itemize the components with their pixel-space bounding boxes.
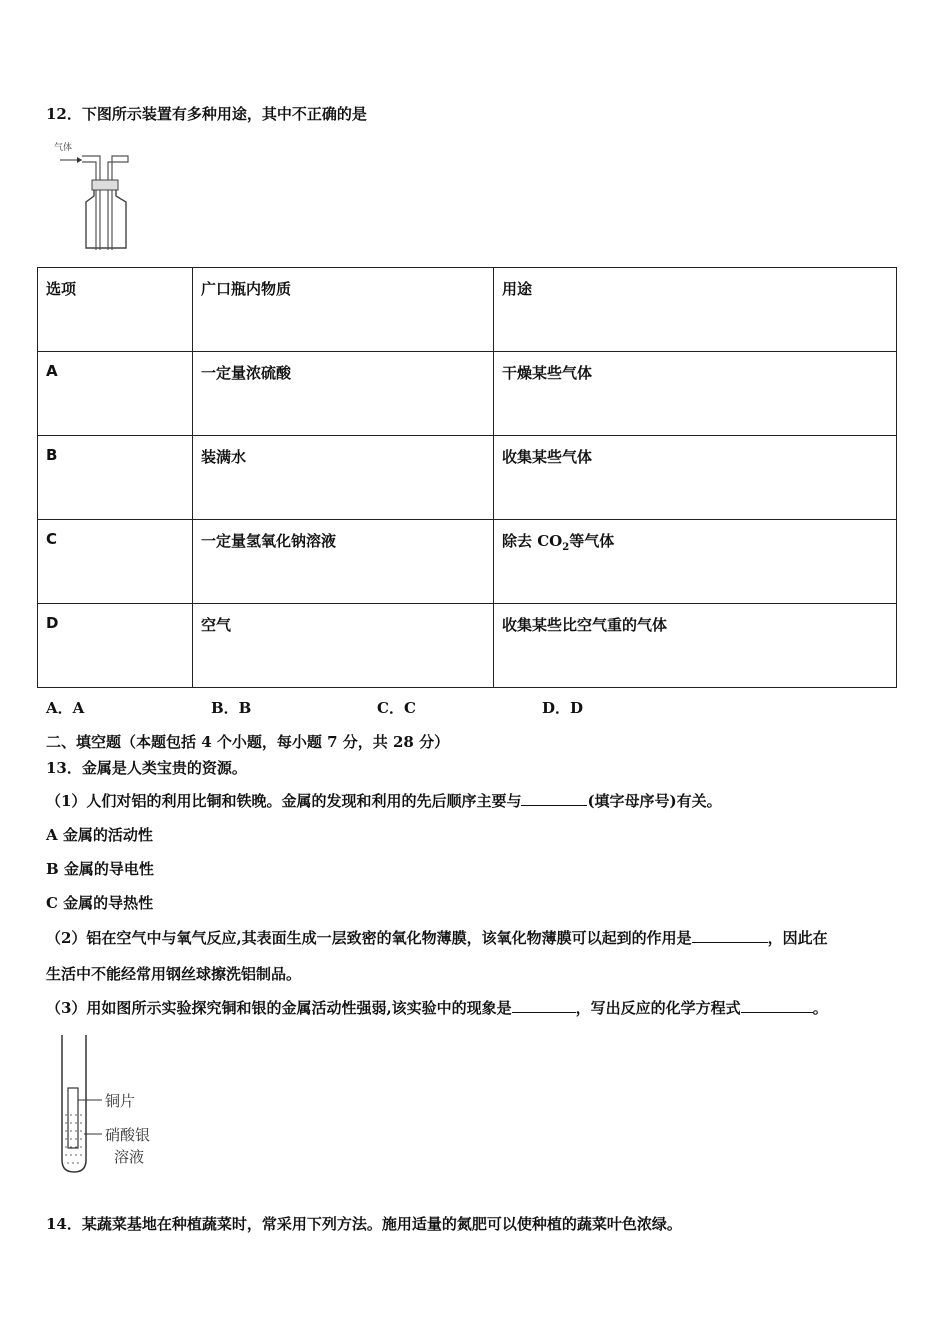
test-tube-figure — [48, 1030, 178, 1175]
q13-part1-text-end: (填字母序号)有关。 — [587, 792, 722, 810]
choice-d: D．D — [542, 699, 584, 717]
q13-part2-text-end: ，因此在 — [767, 929, 828, 947]
q13-option-c: C 金属的导热性 — [46, 894, 154, 912]
choice-a: A．A — [46, 699, 85, 717]
answer-blank[interactable] — [741, 998, 813, 1013]
section-heading: 二、填空题（本题包括 4 个小题，每小题 7 分，共 28 分） — [46, 733, 450, 751]
q13-option-b: B 金属的导电性 — [46, 860, 154, 878]
q13-part3-text-mid: ，写出反应的化学方程式 — [575, 999, 741, 1017]
solution-label-2: 溶液 — [114, 1148, 145, 1166]
q13-part3 — [46, 997, 828, 1018]
gas-label: 气体 — [54, 143, 73, 153]
row-substance: 装满水 — [193, 436, 494, 520]
answer-blank[interactable] — [521, 791, 587, 806]
solution-label-1: 硝酸银 — [105, 1126, 151, 1144]
row-substance: 一定量浓硫酸 — [193, 352, 494, 436]
q13-part1 — [46, 790, 722, 811]
row-use-text: 除去 CO — [502, 532, 563, 550]
gas-washing-bottle-figure — [52, 140, 142, 252]
row-option: C — [38, 520, 193, 604]
row-option: A — [38, 352, 193, 436]
row-use: 干燥某些气体 — [494, 352, 897, 436]
answer-blank[interactable] — [512, 998, 576, 1013]
q13-part3-text: （3）用如图所示实验探究铜和银的金属活动性强弱,该实验中的现象是 — [46, 999, 512, 1017]
choice-b: B．B — [211, 699, 252, 717]
table-row — [38, 520, 897, 604]
q12-options-table — [37, 267, 897, 688]
q13-part2-text: （2）铝在空气中与氧气反应,其表面生成一层致密的氧化物薄膜，该氧化物薄膜可以起到的作用是 — [46, 929, 692, 947]
table-row — [38, 436, 897, 520]
table-header-use: 用途 — [494, 268, 897, 352]
q13-option-a: A 金属的活动性 — [46, 826, 153, 844]
answer-blank[interactable] — [692, 928, 768, 943]
row-use-text-end: 等气体 — [569, 532, 615, 550]
q13-part1-text: （1）人们对铝的利用比铜和铁晚。金属的发现和利用的先后顺序主要与 — [46, 792, 522, 810]
table-row — [38, 352, 897, 436]
q14-stem: 14．某蔬菜基地在种植蔬菜时，常采用下列方法。施用适量的氮肥可以使种植的蔬菜叶色浓绿。 — [46, 1215, 682, 1233]
row-substance: 一定量氢氧化钠溶液 — [193, 520, 494, 604]
q13-part3-text-end: 。 — [812, 999, 828, 1017]
q12-stem: 12．下图所示装置有多种用途，其中不正确的是 — [46, 105, 367, 123]
table-header-substance: 广口瓶内物质 — [193, 268, 494, 352]
row-use-subscript: 2 — [562, 542, 570, 553]
q13-part2 — [46, 927, 828, 948]
copper-label: 铜片 — [105, 1092, 136, 1110]
row-substance: 空气 — [193, 604, 494, 688]
row-use: 收集某些气体 — [494, 436, 897, 520]
table-row — [38, 604, 897, 688]
row-option: D — [38, 604, 193, 688]
row-option: B — [38, 436, 193, 520]
choice-c: C．C — [377, 699, 416, 717]
q13-stem: 13．金属是人类宝贵的资源。 — [46, 759, 247, 777]
table-header-option: 选项 — [38, 268, 193, 352]
table-header-row — [38, 268, 897, 352]
q13-part2-line2: 生活中不能经常用钢丝球擦洗铝制品。 — [46, 965, 302, 983]
row-use — [494, 520, 897, 604]
row-use: 收集某些比空气重的气体 — [494, 604, 897, 688]
